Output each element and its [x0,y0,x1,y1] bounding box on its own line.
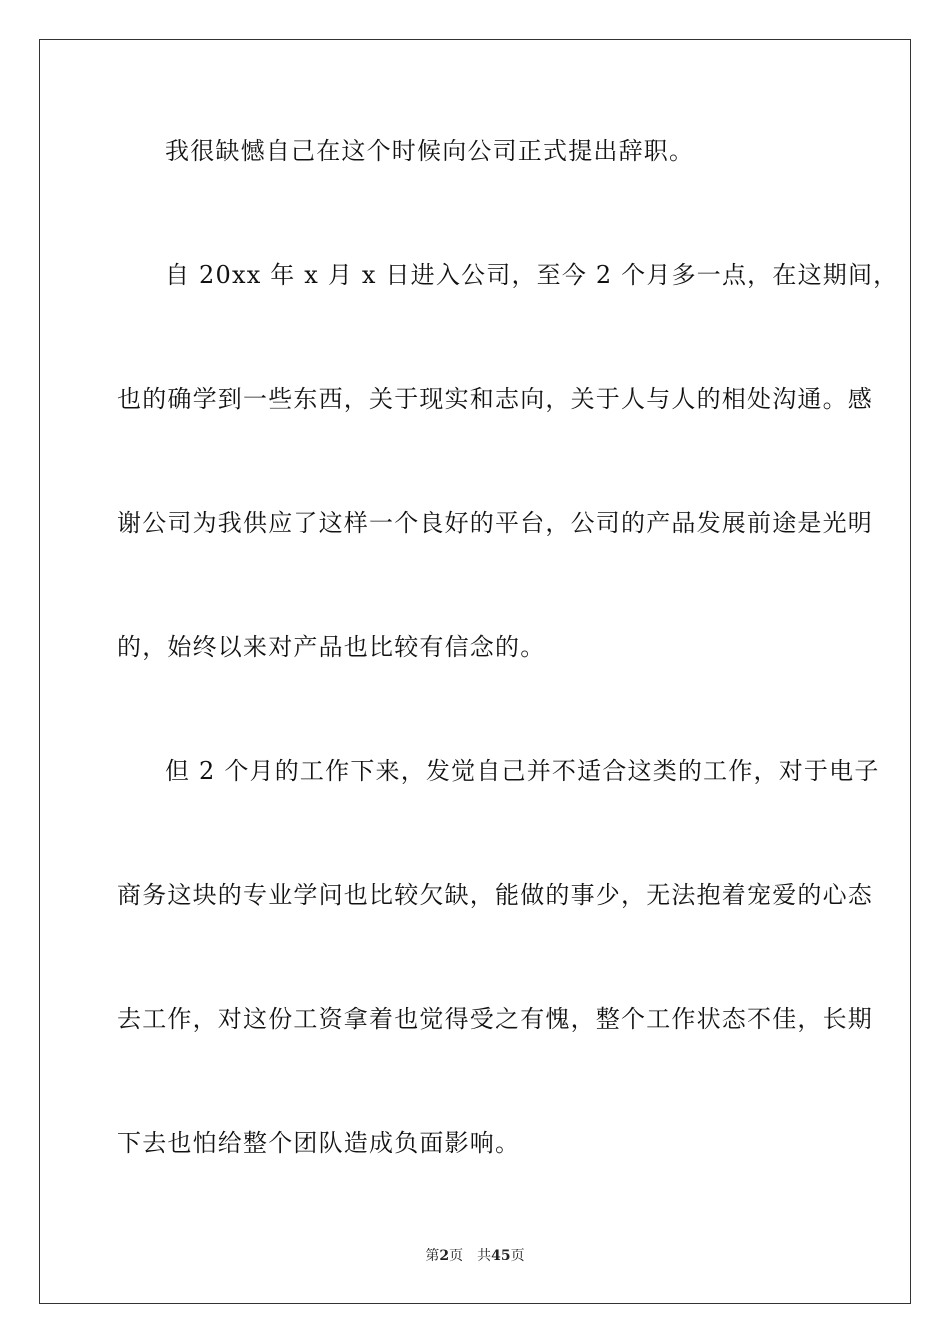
paragraph-3-line-3: 去工作，对这份工资拿着也觉得受之有愧，整个工作状态不佳，长期 [117,1005,873,1033]
paragraph-2-line-1: 自 20xx 年 x 月 x 日进入公司，至今 2 个月多一点，在这期间， [165,261,899,289]
paragraph-3-line-2: 商务这块的专业学问也比较欠缺，能做的事少，无法抱着宠爱的心态 [117,881,873,909]
page-border [39,39,911,1304]
paragraph-2-line-3: 谢公司为我供应了这样一个良好的平台，公司的产品发展前途是光明 [117,509,873,537]
total-pages: 45 [491,1248,511,1264]
page-number: 2 [439,1248,450,1264]
page-footer [0,1246,950,1266]
paragraph-3-line-4: 下去也怕给整个团队造成负面影响。 [117,1129,521,1157]
paragraph-3-line-1: 但 2 个月的工作下来，发觉自己并不适合这类的工作，对于电子 [165,757,880,785]
paragraph-2-line-4: 的，始终以来对产品也比较有信念的。 [117,633,546,661]
paragraph-2-line-2: 也的确学到一些东西，关于现实和志向，关于人与人的相处沟通。感 [117,385,873,413]
total-prefix: 共 [477,1248,492,1264]
page-prefix: 第 [425,1248,440,1264]
paragraph-1-line-1: 我很缺憾自己在这个时候向公司正式提出辞职。 [165,137,695,165]
page-suffix: 页 [449,1248,464,1264]
total-suffix: 页 [510,1248,525,1264]
